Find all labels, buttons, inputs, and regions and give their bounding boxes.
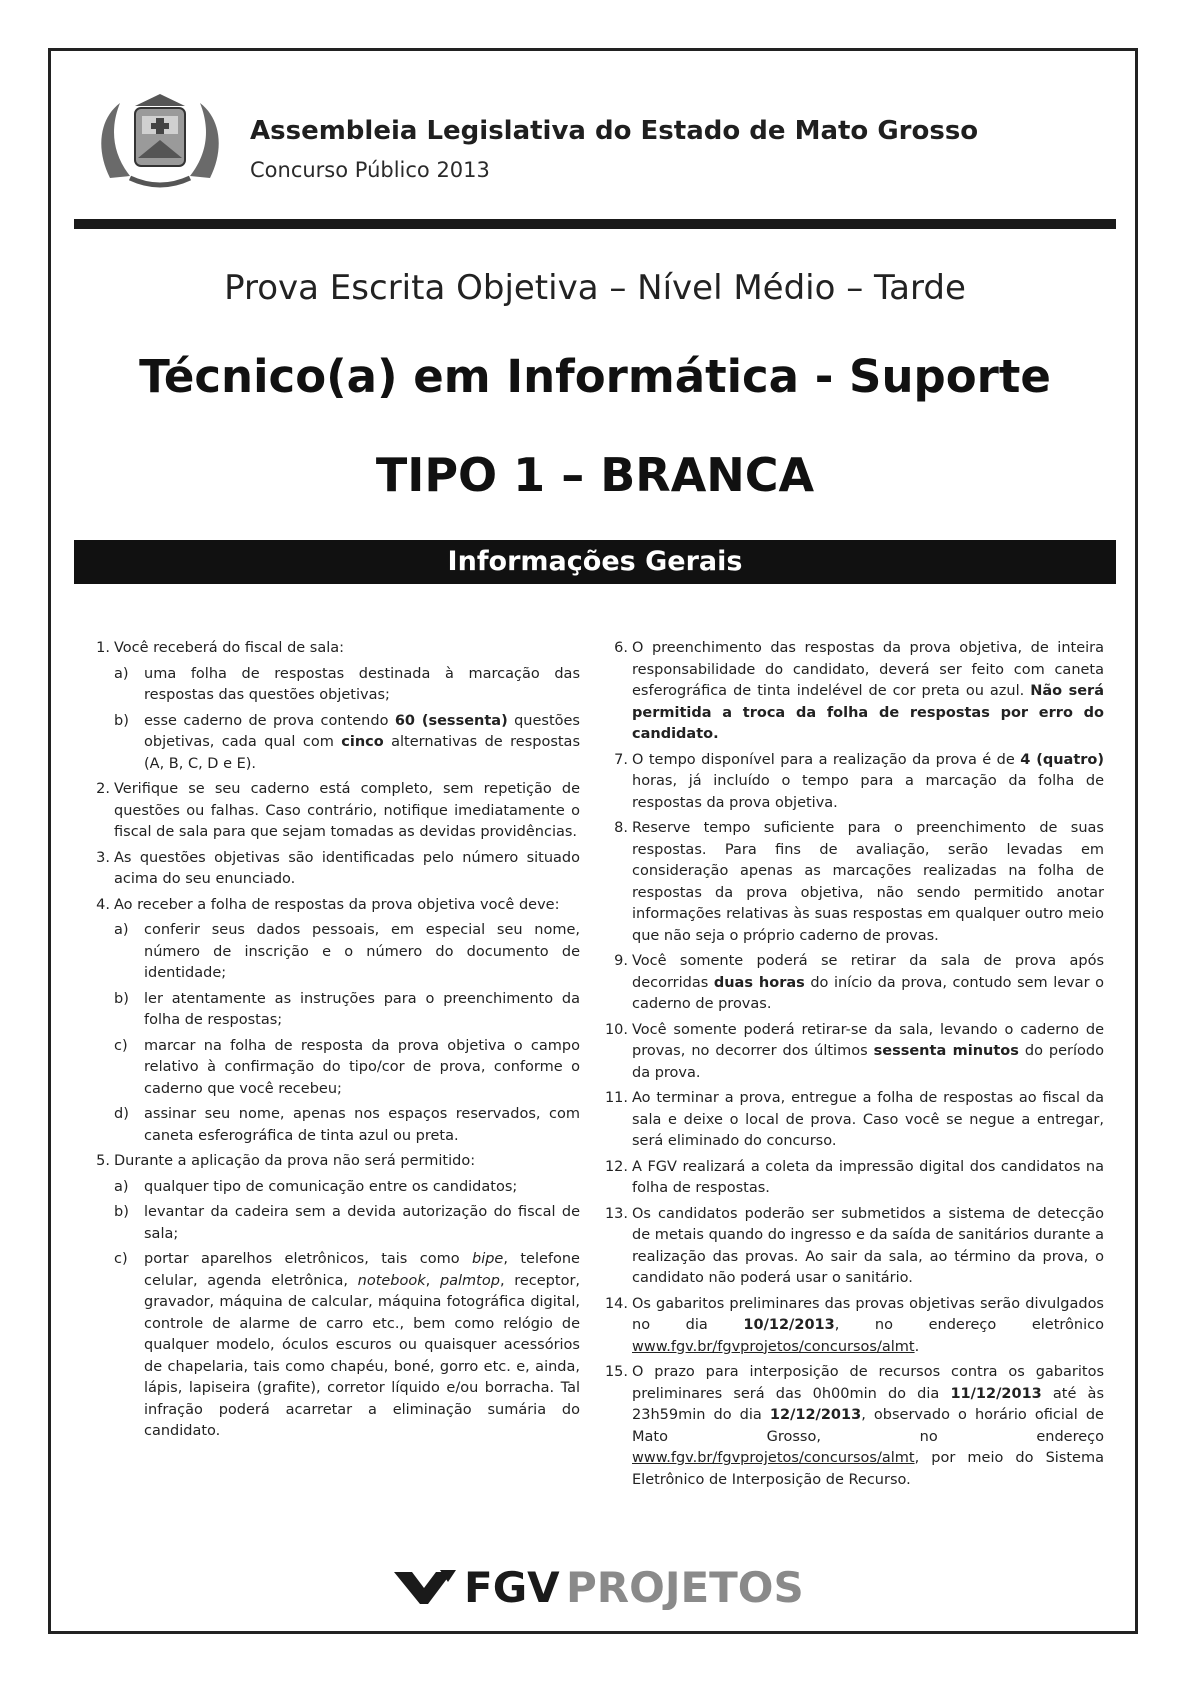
logo-division: PROJETOS — [566, 1563, 804, 1610]
item-text: Você receberá do fiscal de sala: — [114, 640, 345, 656]
item-bold: 12/12/2013 — [769, 1407, 862, 1423]
item-text: , no endereço eletrônico — [834, 1317, 1104, 1333]
instruction-item — [604, 818, 1104, 947]
item-text: A FGV realizará a coleta da impressão digital dos candidatos na folha de respostas. — [632, 1158, 1104, 1196]
exam-type: TIPO 1 – BRANCA — [375, 448, 815, 502]
item-text: Você somente poderá se retirar da sala de prova após decorridas — [632, 953, 1104, 991]
instruction-item — [604, 1088, 1104, 1153]
subitem-letter: d) — [114, 1106, 129, 1122]
fgv-projetos-logo — [390, 1560, 810, 1610]
subitem-text: uma folha de respostas destinada à marcação das respostas das questões objetivas; — [144, 665, 580, 703]
subitem-letter: b) — [114, 712, 129, 729]
subitem-italic: palmtop — [439, 1272, 500, 1289]
item-number: 4. — [96, 896, 110, 913]
state-coat-of-arms-icon — [90, 88, 230, 198]
item-number: 13. — [604, 1205, 628, 1222]
item-number: 3. — [96, 849, 110, 866]
item-text: . — [713, 726, 719, 742]
item-text: Reserve tempo suficiente para o preenchimento de suas respostas. Para fins de avaliação, serão levadas em consideração apenas as marcações realizadas na folha de respostas da prova objetiva, não sendo permitido anotar informações relativas às suas respostas em qualquer outro meio que não seja o próprio caderno de provas. — [632, 820, 1104, 944]
fgv-chevron-icon — [394, 1570, 456, 1604]
item-text: , por meio do Sistema Eletrônico de Interposição de Recurso. — [632, 1450, 1104, 1488]
instruction-item — [86, 638, 580, 660]
subitem-text: qualquer tipo de comunicação entre os candidatos; — [144, 1178, 518, 1195]
subitem-text: marcar na folha de resposta da prova objetiva o campo relativo à confirmação do tipo/cor de prova, conforme o caderno que você recebeu; — [144, 1037, 580, 1097]
item-text: O tempo disponível para a realização da prova é de — [632, 751, 1021, 768]
instruction-item — [604, 1020, 1104, 1085]
instruction-item — [604, 1157, 1104, 1200]
instruction-item — [86, 848, 580, 891]
instruction-item — [86, 895, 580, 917]
subitem-text: alternativas de respostas (A, B, C, D e E). — [144, 734, 580, 772]
subitem-text: , telefone celular, agenda eletrônica, — [144, 1251, 580, 1289]
subitem-letter: a) — [114, 665, 129, 682]
subitem-letter: a) — [114, 1178, 129, 1195]
subitem-text: esse caderno de prova contendo — [144, 712, 395, 729]
subitem-letter: b) — [114, 990, 129, 1007]
instruction-item — [604, 1294, 1104, 1359]
item-text: do período da prova. — [632, 1043, 1104, 1081]
item-bold: 11/12/2013 — [950, 1385, 1042, 1402]
subitem-text: , — [425, 1272, 440, 1289]
instruction-item — [604, 638, 1104, 746]
item-number: 7. — [614, 751, 628, 768]
subitem-letter: c) — [114, 1037, 128, 1054]
item-text: As questões objetivas são identificadas pelo número situado acima do seu enunciado. — [114, 849, 580, 887]
instruction-item — [86, 1151, 580, 1173]
item-number: 1. — [96, 640, 110, 656]
item-bold: sessenta minutos — [873, 1043, 1019, 1059]
instruction-item — [604, 951, 1104, 1016]
contest-name: Concurso Público 2013 — [250, 158, 490, 182]
subitem-italic: notebook — [357, 1272, 426, 1289]
item-text: Você somente poderá retirar-se da sala, levando o caderno de provas, no decorrer dos últimos — [632, 1021, 1104, 1059]
section-banner: Informações Gerais — [74, 540, 1116, 584]
item-text: Verifique se seu caderno está completo, sem repetição de questões ou falhas. Caso contrário, notifique imediatamente o fiscal de sala para que sejam tomadas as devidas providências. — [114, 781, 580, 840]
item-number: 12. — [604, 1158, 628, 1175]
item-bold: duas horas — [713, 974, 805, 991]
subitem-text: assinar seu nome, apenas nos espaços reservados, com caneta esferográfica de tinta azul ou preta. — [144, 1106, 580, 1144]
subitem-bold: 60 (sessenta) — [394, 712, 508, 729]
instruction-subitem — [86, 989, 580, 1032]
item-text: até às 23h59min do dia — [632, 1385, 1104, 1423]
item-text: Durante a aplicação da prova não será permitido: — [114, 1153, 476, 1169]
logo-brand: FGV — [464, 1563, 560, 1610]
instruction-subitem — [86, 920, 580, 985]
item-number: 14. — [604, 1295, 628, 1312]
item-bold: 4 (quatro) — [1020, 751, 1104, 768]
item-number: 11. — [604, 1090, 628, 1106]
instruction-item — [86, 779, 580, 844]
subitem-text: questões objetivas, cada qual com — [144, 712, 580, 750]
subitem-text: levantar da cadeira sem a devida autorização do fiscal de sala; — [144, 1204, 580, 1242]
instruction-item — [604, 1204, 1104, 1290]
instruction-subitem — [86, 1249, 580, 1443]
item-text: O preenchimento das respostas da prova objetiva, de inteira responsabilidade do candidato, deverá ser feito com caneta esferográfica de tinta indelével de cor preta ou azul. — [632, 640, 1104, 699]
instruction-subitem — [86, 1177, 580, 1199]
item-number: 6. — [614, 640, 628, 656]
subitem-text: conferir seus dados pessoais, em especial seu nome, número de inscrição e o número do documento de identidade; — [144, 922, 580, 981]
results-link[interactable]: www.fgv.br/fgvprojetos/concursos/almt — [632, 1338, 915, 1355]
item-number: 10. — [604, 1021, 628, 1038]
subitem-text: ler atentamente as instruções para o preenchimento da folha de respostas; — [144, 990, 580, 1028]
subitem-italic: bipe — [471, 1251, 504, 1267]
appeals-link[interactable]: www.fgv.br/fgvprojetos/concursos/almt — [632, 1450, 915, 1466]
item-text: Ao terminar a prova, entregue a folha de respostas ao fiscal da sala e deixe o local de prova. Caso você se negue a entregar, será eliminado do concurso. — [632, 1090, 1104, 1149]
instructions-right-column — [604, 638, 1104, 1495]
subitem-text: , receptor, gravador, máquina de calcular, máquina fotográfica digital, controle de alarme de carro etc., bem como relógio de qualquer modelo, óculos escuros ou quaisquer acessórios de chapelaria, tais como chapéu, boné, gorro etc. e, ainda, lápis, lapiseira (grafite), corretor líquido e/ou borracha. Tal infração poderá acarretar a eliminação sumária do candidato. — [144, 1272, 581, 1439]
instruction-subitem — [86, 1036, 580, 1101]
item-text: , observado o horário oficial de Mato Grosso, no endereço — [632, 1407, 1104, 1445]
subitem-text: portar aparelhos eletrônicos, tais como — [144, 1251, 472, 1267]
item-bold: Não será permitida a troca da folha de respostas por erro do candidato — [632, 683, 1104, 742]
organization-name: Assembleia Legislativa do Estado de Mato Grosso — [250, 116, 979, 146]
instruction-subitem — [86, 664, 580, 707]
item-number: 15. — [604, 1364, 628, 1380]
subitem-letter: b) — [114, 1204, 129, 1220]
item-bold: 10/12/2013 — [743, 1317, 835, 1333]
item-number: 8. — [614, 820, 628, 836]
subitem-bold: cinco — [341, 734, 384, 750]
subitem-letter: c) — [114, 1251, 128, 1267]
instruction-subitem — [86, 711, 580, 776]
item-text: Os gabaritos preliminares das provas objetivas serão divulgados no dia — [632, 1295, 1104, 1333]
item-number: 9. — [614, 953, 628, 969]
instruction-subitem — [86, 1104, 580, 1147]
instruction-subitem — [86, 1202, 580, 1245]
item-text: horas, já incluído o tempo para a marcação da folha de respostas da prova objetiva. — [632, 773, 1104, 811]
item-number: 2. — [96, 781, 110, 797]
header-divider — [74, 219, 1116, 229]
header — [90, 88, 1100, 198]
instruction-item — [604, 750, 1104, 815]
item-number: 5. — [96, 1153, 110, 1169]
exam-subtitle: Prova Escrita Objetiva – Nível Médio – Tarde — [224, 268, 966, 308]
subitem-letter: a) — [114, 922, 129, 938]
item-text: O prazo para interposição de recursos contra os gabaritos preliminares será das 0h00min do dia — [632, 1364, 1104, 1402]
item-text: do início da prova, contudo sem levar o caderno de provas. — [632, 974, 1104, 1012]
item-text: Ao receber a folha de respostas da prova objetiva você deve: — [114, 896, 560, 913]
instruction-item — [604, 1362, 1104, 1491]
instructions-left-column — [86, 638, 580, 1447]
exam-title: Técnico(a) em Informática - Suporte — [139, 350, 1051, 403]
item-text: Os candidatos poderão ser submetidos a sistema de detecção de metais quando do ingresso e da saída de sanitários durante a realização das provas. Ao sair da sala, ao término da prova, o candidato não poderá usar o sanitário. — [632, 1205, 1104, 1286]
item-text: . — [914, 1338, 920, 1355]
